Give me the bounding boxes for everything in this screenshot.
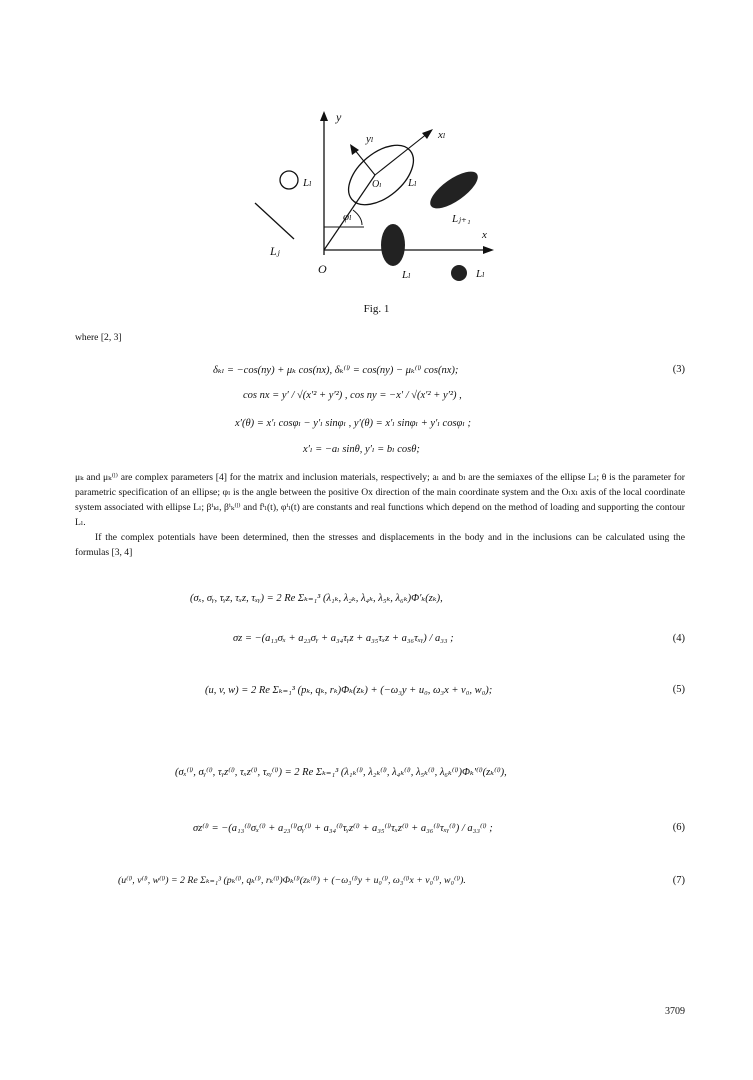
- paragraph-formulas-intro: If the complex potentials have been determined, then the stresses and displacements in the body and in the inclusions can be calculated using the formulas [3, 4]: [75, 532, 685, 558]
- circle-inclusion-left: [280, 171, 298, 189]
- where-line: where [2, 3]: [75, 332, 122, 343]
- lj-label: Lⱼ: [270, 244, 280, 258]
- center-ellipse-label: Lₗ: [408, 177, 417, 189]
- local-y-label: yₗ: [366, 133, 374, 145]
- eq4-line1: (σₓ, σᵧ, τᵧz, τₓz, τₓᵧ) = 2 Re Σₖ₌₁³ (λ₁ₖ, λ₂ₖ, λ₄ₖ, λ₅ₖ, λ₆ₖ)Φ′ₖ(zₖ),: [190, 593, 443, 604]
- origin-label: O: [318, 262, 327, 276]
- local-origin-label: Oₗ: [372, 179, 382, 190]
- phi-label: φₗ: [343, 211, 352, 223]
- figure-1: [240, 105, 530, 290]
- angle-arc: [353, 210, 362, 225]
- eq7-number: (7): [672, 875, 685, 886]
- small-circle-label: Lₗ: [476, 268, 485, 280]
- ellipse-inclusion-right: [425, 165, 483, 215]
- lj1-label: Lⱼ₊₁: [452, 213, 471, 225]
- figure-caption: Fig. 1: [363, 303, 390, 315]
- x-axis-arrow: [483, 246, 494, 254]
- eq4-number: (4): [672, 633, 685, 644]
- page-number: 3709: [665, 1006, 685, 1017]
- crack-lj: [255, 203, 294, 239]
- circle-left-label: Lₗ: [303, 177, 312, 189]
- paragraph-definitions: μₖ and μₖ⁽ˡ⁾ are complex parameters [4] for the matrix and inclusion materials, respectively; aₗ and bₗ are the semiaxes of the ellipse Lₗ; θ is the parameter for parametric specification of an ellipse; φₗ is the angle between the positive Ox direction of the main coordinate system and the Oₗxₗ axis of the local coordinate system associated with ellipse Lₗ; βⁱₖₗ, βⁱₖ⁽ˡ⁾ and fⁱₗ(t), φⁱₗ(t) are constants and real functions which depend on the method of loading and supporting the contour Lₗ.: [75, 472, 685, 528]
- bottom-ellipse-label: Lₗ: [402, 269, 411, 281]
- eq3-line4: x′ₗ = −aₗ sinθ, y′ₗ = bₗ cosθ;: [303, 444, 420, 455]
- eq6-line1: (σₓ⁽ˡ⁾, σᵧ⁽ˡ⁾, τᵧz⁽ˡ⁾, τₓz⁽ˡ⁾, τₓᵧ⁽ˡ⁾) = 2 Re Σₖ₌₁³ (λ₁ₖ⁽ˡ⁾, λ₂ₖ⁽ˡ⁾, λ₄ₖ⁽ˡ⁾, λ₅ₖ⁽ˡ⁾, λ₆ₖ⁽ˡ⁾)Φₖ′⁽ˡ⁾(zₖ⁽ˡ⁾),: [175, 767, 507, 778]
- eq5-number: (5): [672, 684, 685, 695]
- local-x-label: xₗ: [438, 129, 446, 141]
- x-axis-label: x: [482, 229, 487, 241]
- eq6-line2: σz⁽ˡ⁾ = −(a₁₃⁽ˡ⁾σₓ⁽ˡ⁾ + a₂₃⁽ˡ⁾σᵧ⁽ˡ⁾ + a₃₄⁽ˡ⁾τᵧz⁽ˡ⁾ + a₃₅⁽ˡ⁾τₓz⁽ˡ⁾ + a₃₆⁽ˡ⁾τₓᵧ⁽ˡ⁾) / a₃₃⁽ˡ⁾ ;: [193, 823, 493, 834]
- eq3-line3: x′(θ) = x′ₗ cosφₗ − y′ₗ sinφₗ , y′(θ) = x′ₗ sinφₗ + y′ₗ cosφₗ ;: [235, 418, 472, 429]
- eq5: (u, v, w) = 2 Re Σₖ₌₁³ (pₖ, qₖ, rₖ)Φₖ(zₖ) + (−ω₃y + u₀, ω₃x + v₀, w₀);: [205, 685, 493, 696]
- local-y-axis: [354, 149, 375, 175]
- y-axis-label: y: [336, 110, 342, 124]
- y-axis-arrow: [320, 111, 328, 121]
- eq3-line2: cos nx = y′ / √(x′² + y′²) , cos ny = −x′ / √(x′² + y′²) ,: [243, 390, 462, 401]
- eq6-number: (6): [672, 822, 685, 833]
- local-x-arrow: [422, 129, 433, 139]
- eq3-number: (3): [672, 364, 685, 375]
- eq4-line2: σz = −(a₁₃σₓ + a₂₃σᵧ + a₃₄τᵧz + a₃₅τₓz + a₃₆τₓᵧ) / a₃₃ ;: [233, 633, 454, 644]
- local-x-axis: [375, 133, 428, 175]
- eq7: (u⁽ˡ⁾, v⁽ˡ⁾, w⁽ˡ⁾) = 2 Re Σₖ₌₁³ (pₖ⁽ˡ⁾, qₖ⁽ˡ⁾, rₖ⁽ˡ⁾)Φₖ⁽ˡ⁾(zₖ⁽ˡ⁾) + (−ω₃⁽ˡ⁾y + u₀⁽ˡ⁾, ω₃⁽ˡ⁾x + v₀⁽ˡ⁾, w₀⁽ˡ⁾).: [118, 875, 466, 886]
- eq3-line1: δₖₗ = −cos(ny) + μₖ cos(nx), δₖ⁽ˡ⁾ = cos(ny) − μₖ⁽ˡ⁾ cos(nx);: [213, 365, 459, 376]
- ellipse-inclusion-bottom: [381, 224, 405, 266]
- circle-inclusion-small: [451, 265, 467, 281]
